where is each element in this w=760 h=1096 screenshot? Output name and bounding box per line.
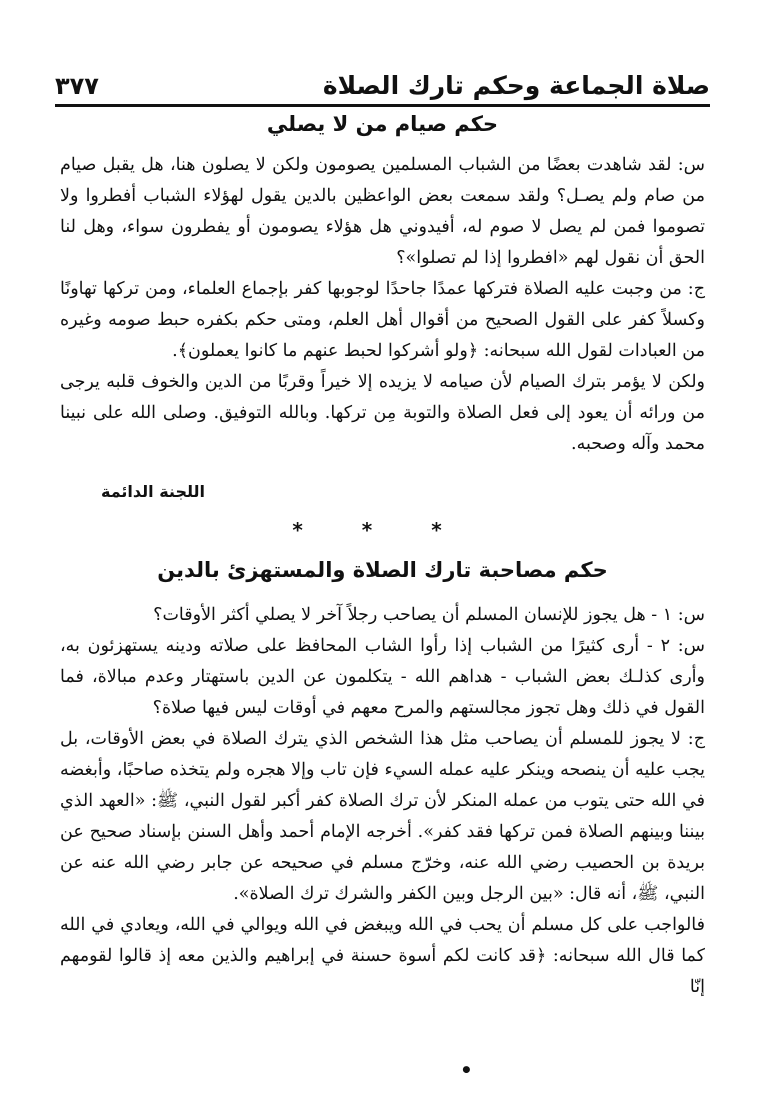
section-title-companionship: حكم مصاحبة تارك الصلاة والمستهزئ بالدين: [157, 558, 608, 582]
answer-paragraph: ج: لا يجوز للمسلم أن يصاحب مثل هذا الشخص الذي يترك الصلاة في بعض الأوقات، بل يجب عليه أن ينصحه وينكر عليه عمله السيء فإن تاب وإلا هجره ولم يتخذه صاحبًا، وأبغضه في الله حتى يتوب من عمله المنكر لأن ترك الصلاة كفر أكبر لقول النبي، ﷺ: «العهد الذي بيننا وبينهم الصلاة فمن تركها فقد كفر». أخرجه الإمام أحمد وأهل السنن بإسناد صحيح عن بريدة بن الحصيب رضي الله عنه، وخرّج مسلم في صحيحه عن جابر رضي الله عنه عن النبي، ﷺ، أنه قال: «بين الرجل وبين الكفر والشرك ترك الصلاة».: [60, 729, 705, 904]
running-title: صلاة الجماعة وحكم تارك الصلاة: [322, 71, 710, 100]
answer-continuation: فالواجب على كل مسلم أن يحب في الله ويبغض في الله ويوالي في الله، ويعادي في الله كما قال الله سبحانه: ﴿قد كانت لكم أسوة حسنة في إبراهيم والذين معه إذ قالوا لقومهم إنّا: [60, 915, 705, 997]
section-title-fasting: حكم صيام من لا يصلي: [266, 112, 499, 136]
page-number: ٣٧٧: [55, 72, 99, 100]
answer-continuation: ولكن لا يؤمر بترك الصيام لأن صيامه لا يزيده إلا خيراً وقربًا من الدين والخوف قلبه يرجى من ورائه أن يعود إلى فعل الصلاة والتوبة مِن تركها. وبالله التوفيق. وصلى الله على نبينا محمد وآله وصحبه.: [60, 372, 705, 454]
question-paragraph: س: لقد شاهدت بعضًا من الشباب المسلمين يصومون ولكن لا يصلون هنا، هل يقبل صيام من صام ولم يصـل؟ ولقد سمعت بعض الواعظين بالدين يقول لهؤلاء الشباب أفطروا ولا تصوموا فمن لم يصل لا صوم له، أفيدوني هل هؤلاء يصومون أو يفطرون سواء، وهل لنا الحق أن نقول لهم «افطروا إذا لم تصلوا»؟: [60, 155, 705, 268]
question-1: س: ١ - هل يجوز للإنسان المسلم أن يصاحب رجلاً آخر لا يصلي أكثر الأوقات؟: [153, 605, 705, 625]
running-header: [55, 64, 710, 107]
footer-mark: •: [460, 1058, 473, 1082]
section-body-companionship: [60, 600, 705, 1003]
signature: اللجنة الدائمة: [100, 482, 205, 501]
answer-paragraph: ج: من وجبت عليه الصلاة فتركها عمدًا جاحدًا لوجوبها كفر بإجماع العلماء، ومن تركها تهاونًا وكسلاً كفر على القول الصحيح من أقوال أهل العلم، ومتى حكم بكفره حبط صومه وغيره من العبادات لقول الله سبحانه: ﴿ولو أشركوا لحبط عنهم ما كانوا يعملون﴾.: [60, 279, 705, 361]
section-body-fasting: [60, 150, 705, 460]
section-separator: * * *: [292, 518, 468, 542]
question-2: س: ٢ - أرى كثيرًا من الشباب إذا رأوا الشاب المحافظ على صلاته ودينه يستهزئون به، وأرى كذلـك بعض الشباب - هداهم الله - يتكلمون عن الدين باستهتار وعدم مبالاة، فما القول في ذلك وهل تجوز مجالستهم والمرح معهم في أوقات ليس فيها صلاة؟: [60, 636, 705, 718]
